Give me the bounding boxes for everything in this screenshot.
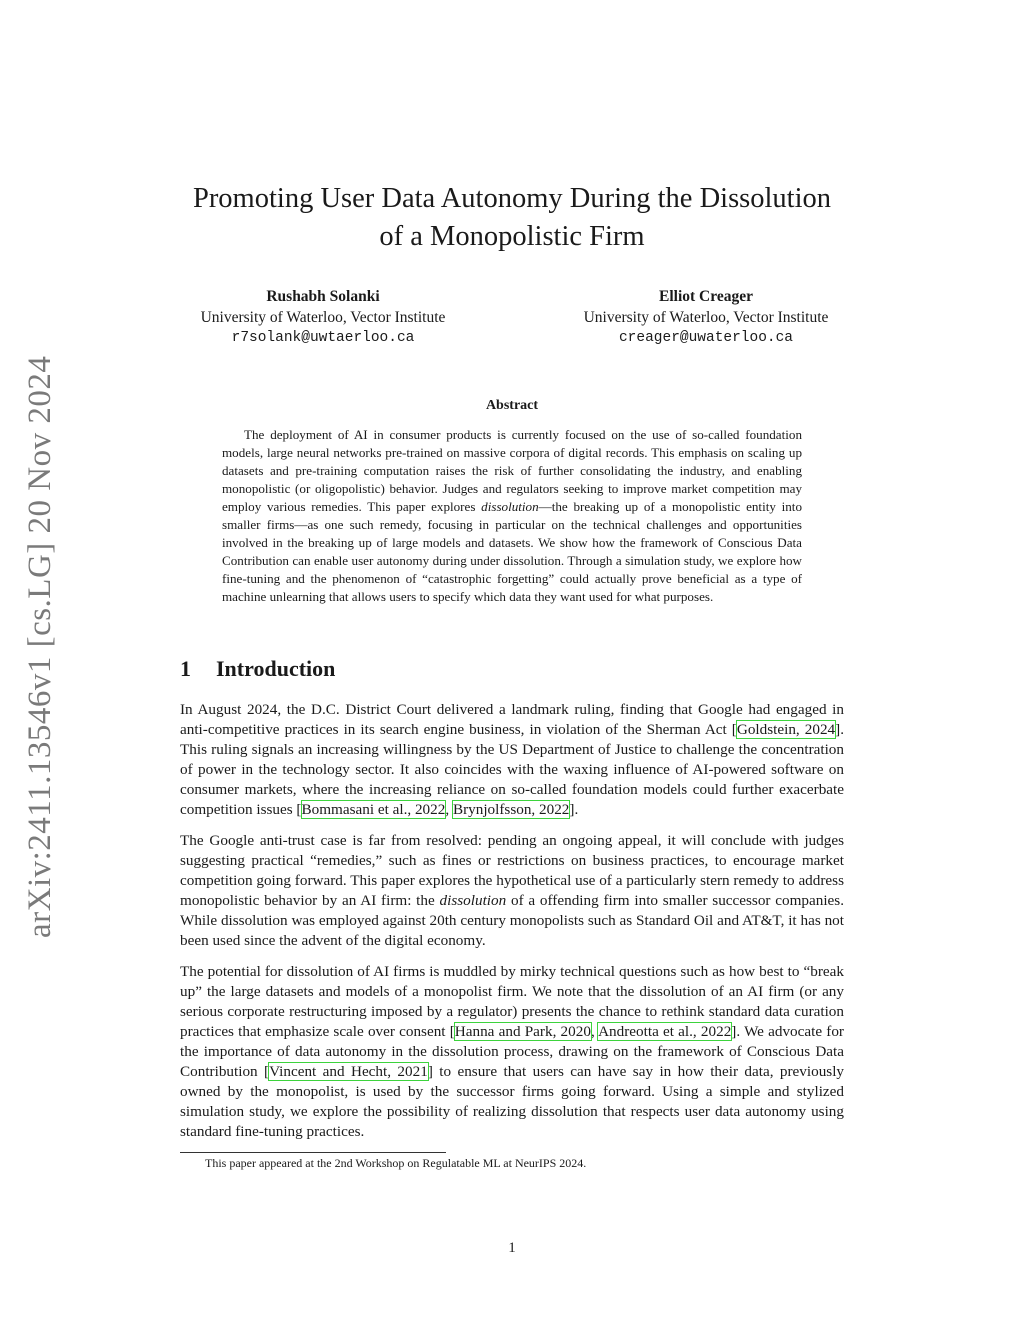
section-heading-introduction <box>180 656 335 682</box>
paragraph-emphasis: dissolution <box>439 892 507 909</box>
section-title: Introduction <box>216 656 336 681</box>
paragraph-text: ]. <box>569 801 579 818</box>
title-line-1: Promoting User Data Autonomy During the Dissolution <box>192 183 832 214</box>
paragraph-text: The potential for dissolution of AI firms is muddled by mirky technical questions such as how best to “break up” the large datasets and models of a monopolist firm. We note that the dissolution of an AI firm (or any serious corporate restructuring imposed by a regulator) presents the chance to rethink standard data curation practices that emphasize scale over consent [ <box>180 963 844 1040</box>
paragraph-text: ]. This ruling signals an increasing willingness by the US Department of Justice to challenge the concentration of power in the technology sector. It also coincides with the waxing influence of AI-powered software on consumer markets, where the increasing reliance on so-called foundation models could further exacerbate competition issues [ <box>180 721 845 818</box>
citation-link[interactable]: Goldstein, 2024 <box>736 721 836 738</box>
paragraph <box>180 700 844 820</box>
citation-link[interactable]: Vincent and Hecht, 2021 <box>269 1063 428 1080</box>
author-name: Elliot Creager <box>659 288 753 305</box>
abstract-text-part-1: The deployment of AI in consumer products is currently focused on the use of so-called foundation models, large neural networks pre-trained on massive corpora of digital records. This emphasis on scaling up datasets and pre-training computation raises the risk of further consolidating the industry, and enabling monopolistic (or oligopolistic) behavior. Judges and regulators seeking to improve market competition may employ various remedies. This paper explores <box>222 427 802 514</box>
author-name: Rushabh Solanki <box>266 288 380 305</box>
author-email[interactable]: r7solank@uwtaerloo.ca <box>231 330 415 346</box>
paragraph <box>180 962 844 1142</box>
author-affiliation: University of Waterloo, Vector Institute <box>583 309 829 326</box>
paragraph <box>180 831 844 951</box>
author-email[interactable]: creager@uwaterloo.ca <box>618 330 794 346</box>
paragraph-text: ] to ensure that users can have say in how their data, previously owned by the monopolist, is used by the successor firms going forward. Using a simple and stylized simulation study, we explore the possibility of realizing dissolution that respects user data autonomy using standard fine-tuning practices. <box>180 1063 845 1140</box>
section-number: 1 <box>180 656 191 681</box>
author-block-2 <box>546 286 866 349</box>
paragraph-text: The Google anti-trust case is far from resolved: pending an ongoing appeal, it will conclude with judges suggesting practical “remedies,” such as fines or restrictions on business practices, to encourage market competition going forward. This paper explores the hypothetical use of a particularly stern remedy to address monopolistic behavior by an AI firm: the <box>180 832 844 909</box>
abstract-heading: Abstract <box>485 398 539 413</box>
abstract-text-part-2: —the breaking up of a monopolistic entity into smaller firms—as one such remedy, focusing in particular on the technical challenges and opportunities involved in the breaking up of large models and datasets. We show how the framework of Conscious Data Contribution can enable user autonomy during under dissolution. Through a simulation study, we explore how fine-tuning and the phenomenon of “catastrophic forgetting” could actually prove beneficial as a type of machine unlearning that allows users to specify which data they want used for what purposes. <box>222 499 802 604</box>
paper-title <box>160 180 864 256</box>
author-block-1 <box>163 286 483 349</box>
paragraph-text: of a offending firm into smaller successor companies. While dissolution was employed against 20th century monopolists such as Standard Oil and AT&T, it has not been used since the advent of the digital economy. <box>180 892 845 949</box>
citation-separator: , <box>590 1023 599 1040</box>
footnote-divider <box>180 1152 446 1153</box>
citation-link[interactable]: Brynjolfsson, 2022 <box>452 801 570 818</box>
footnote: This paper appeared at the 2nd Workshop on Regulatable ML at NeurIPS 2024. <box>205 1156 587 1170</box>
abstract-text <box>222 426 802 606</box>
paragraph-text: In August 2024, the D.C. District Court delivered a landmark ruling, finding that Google had engaged in anti-competitive practices in its search engine business, in violation of the Sherman Act [ <box>180 701 844 738</box>
citation-link[interactable]: Bommasani et al., 2022 <box>301 801 446 818</box>
introduction-body <box>180 700 844 1153</box>
abstract-emphasis: dissolution <box>481 499 539 514</box>
author-affiliation: University of Waterloo, Vector Institute <box>200 309 446 326</box>
title-line-2: of a Monopolistic Firm <box>379 221 645 252</box>
citation-separator: , <box>445 801 453 818</box>
page-number: 1 <box>508 1240 516 1256</box>
paragraph-text: ]. We advocate for the importance of data autonomy in the dissolution process, drawing on the framework of Conscious Data Contribution [ <box>180 1023 844 1080</box>
citation-link[interactable]: Hanna and Park, 2020 <box>454 1023 591 1040</box>
citation-link[interactable]: Andreotta et al., 2022 <box>598 1023 732 1040</box>
arxiv-identifier-stamp[interactable]: arXiv:2411.13546v1 [cs.LG] 20 Nov 2024 <box>22 355 58 938</box>
